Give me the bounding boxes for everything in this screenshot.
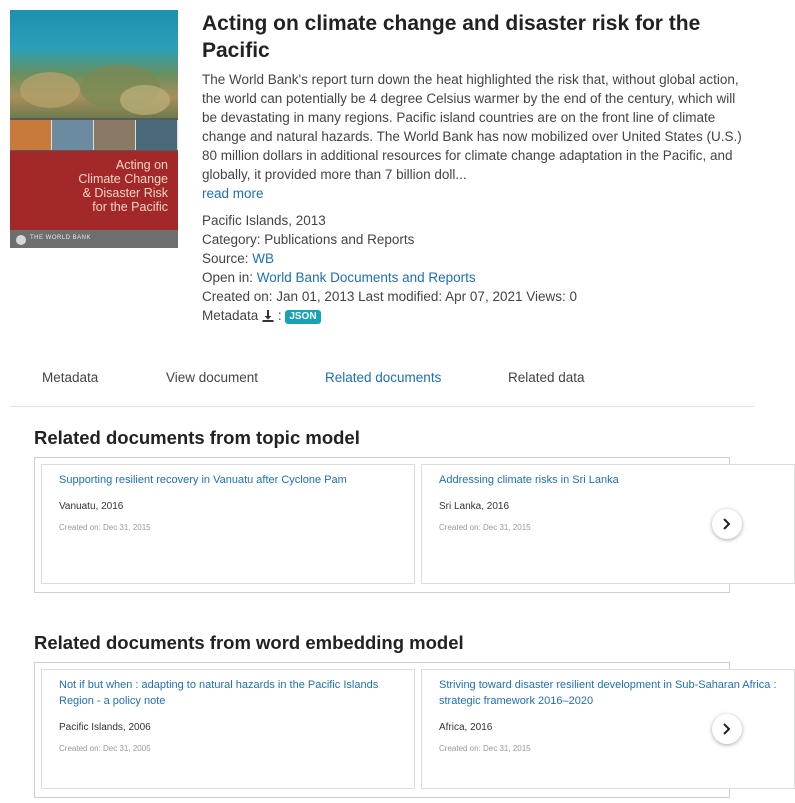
word-embedding-carousel (34, 662, 777, 798)
document-metadata (202, 211, 577, 325)
related-document-created: Created on: Dec 31, 2015 (59, 523, 151, 532)
read-more-link[interactable]: read more (202, 186, 264, 201)
json-badge[interactable]: JSON (285, 310, 320, 324)
world-bank-logo-icon (16, 235, 26, 245)
carousel-next-button[interactable] (712, 509, 742, 539)
meta-metadata (202, 306, 577, 325)
cover-title-line: Acting on (115, 158, 168, 172)
cover-photo-strip (10, 120, 178, 150)
related-document-created: Created on: Dec 31, 2015 (439, 523, 531, 532)
tab-related-documents[interactable]: Related documents (325, 370, 442, 385)
document-cover-image (10, 10, 178, 248)
related-document-created: Created on: Dec 31, 2005 (59, 744, 151, 753)
meta-category (202, 230, 577, 249)
metadata-label: Metadata (202, 308, 259, 323)
related-document-title[interactable]: Striving toward disaster resilient development in Sub-Saharan Africa : strategic framework 2016–2020 (439, 679, 777, 707)
open-in-link[interactable]: World Bank Documents and Reports (256, 270, 476, 285)
cover-reef-photo (10, 10, 178, 118)
meta-category-label: Category: (202, 232, 265, 247)
related-document-title[interactable]: Supporting resilient recovery in Vanuatu after Cyclone Pam (59, 474, 347, 486)
meta-place-year: Pacific Islands, 2013 (202, 213, 326, 228)
meta-source-label: Source: (202, 251, 253, 266)
related-document-card[interactable] (41, 669, 415, 789)
related-document-card[interactable] (41, 464, 415, 584)
carousel-next-button[interactable] (712, 714, 742, 744)
cover-title-line: Climate Change (78, 172, 168, 186)
related-document-title[interactable]: Addressing climate risks in Sri Lanka (439, 474, 619, 486)
related-document-place-year: Africa, 2016 (439, 722, 493, 733)
chevron-right-icon (722, 723, 732, 735)
meta-open-in (202, 268, 577, 287)
meta-source (202, 249, 577, 268)
section-heading: Related documents from topic model (34, 427, 360, 448)
related-document-created: Created on: Dec 31, 2015 (439, 744, 531, 753)
cover-title-band (10, 151, 178, 230)
document-tabs (10, 362, 754, 407)
meta-category-value: Publications and Reports (264, 232, 415, 247)
section-heading: Related documents from word embedding model (34, 632, 464, 653)
cover-publisher-band (10, 230, 178, 248)
related-document-place-year: Sri Lanka, 2016 (439, 501, 510, 512)
related-document-place-year: Vanuatu, 2016 (59, 501, 124, 512)
cover-title-line: & Disaster Risk (82, 186, 168, 200)
document-abstract: The World Bank's report turn down the heat highlighted the risk that, without global action, the world can potentially be 4 degree Celsius warmer by the end of the century, which will be devastating in many regions. Pacific island countries are on the front line of climate change and natural hazards. The World Bank has now mobilized over United States (U.S.) 80 million dollars in additional resources for climate change adaptation in the Pacific, and globally, it provided more than 7 billion doll... (202, 72, 742, 182)
meta-open-in-label: Open in: (202, 270, 257, 285)
meta-dates: Created on: Jan 01, 2013 Last modified: Apr 07, 2021 Views: 0 (202, 289, 578, 304)
related-document-title[interactable]: Not if but when : adapting to natural hazards in the Pacific Islands Region - a policy note (59, 679, 379, 707)
cover-publisher: THE WORLD BANK (30, 235, 92, 241)
tab-view-document[interactable]: View document (166, 370, 259, 385)
cover-title-line: for the Pacific (92, 200, 168, 214)
topic-model-carousel (34, 457, 730, 593)
tab-metadata[interactable]: Metadata (42, 370, 99, 385)
metadata-separator: : (274, 308, 286, 323)
related-document-place-year: Pacific Islands, 2006 (59, 722, 151, 733)
source-link[interactable]: WB (252, 251, 275, 266)
tab-related-data[interactable]: Related data (508, 370, 585, 385)
chevron-right-icon (722, 518, 732, 530)
download-icon[interactable] (262, 310, 274, 322)
document-title: Acting on climate change and disaster risk for the Pacific (202, 12, 701, 62)
